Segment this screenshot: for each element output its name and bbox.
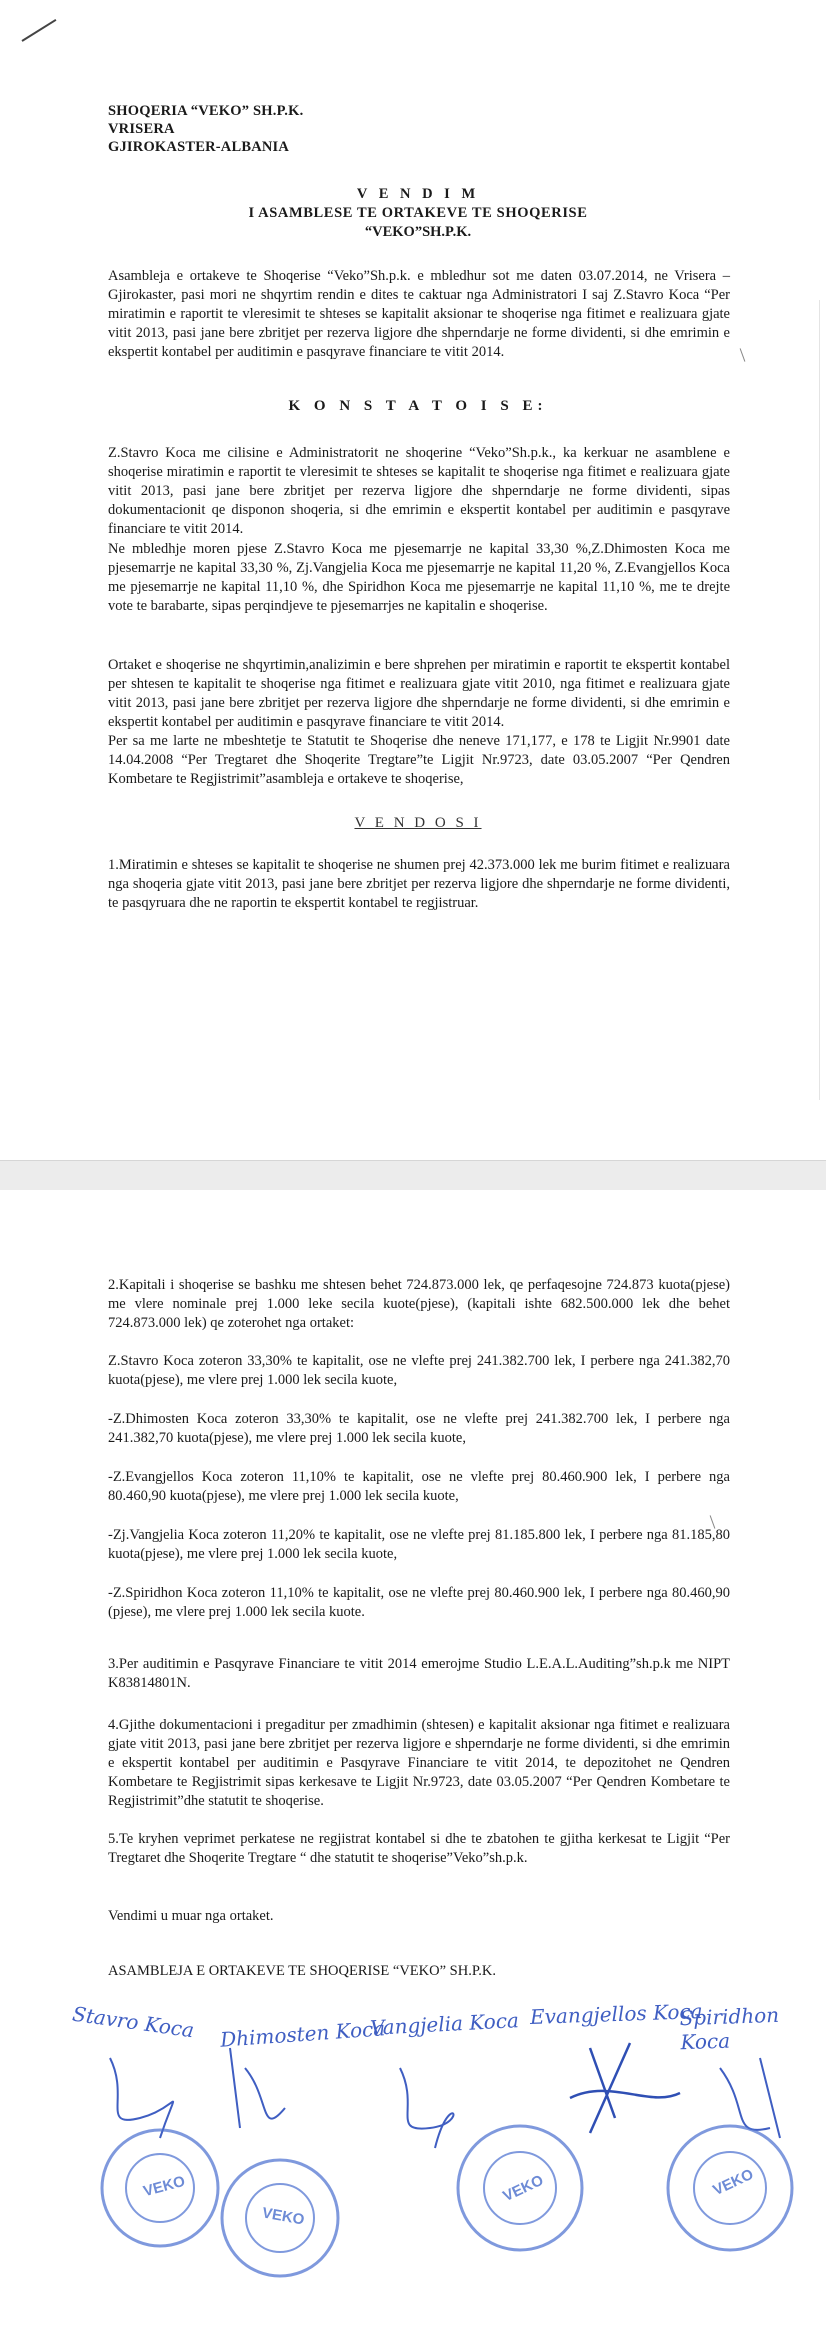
konstatoi-heading: K O N S T A T O I S E: (288, 398, 548, 414)
intro-paragraph: Asambleja e ortakeve te Shoqerise “Veko”Sh.p.k. e mbledhur sot me daten 03.07.2014, ne Vrisera – Gjirokaster, pasi mori ne shqyrtim rendin e dites te caktuar nga Administratori I saj Z.Stavro Koca “Per miratimin e raportit te vleresimit te shteses se kapitalit aksionar te shoqerise nga fitimet e realizuara gjate vitit 2013, pasi jane bere zbritjet per rezerva ligjore dhe shperndarje ne forme dividenti, si dhe emrimin e ekspertit kontabel per auditimin e pasqyrave financiare te vitit 2014. (108, 268, 730, 360)
owner-row: -Zj.Vangjelia Koca zoteron 11,20% te kapitalit, ose ne vlefte prej 81.185.800 lek, I perbere nga 81.185,80 kuota(pjese), me vlere prej 1.000 lek secila kuote, (108, 1527, 730, 1562)
owner-row: -Z.Dhimosten Koca zoteron 33,30% te kapitalit, ose ne vlefte prej 241.382.700 lek, I perbere nga 241.382,70 kuota(pjese), me vlere prej 1.000 lek secila kuote, (108, 1411, 730, 1446)
decision-title: V E N D I M (356, 186, 480, 202)
stamp-center-text: VEKO (710, 2165, 757, 2200)
stamp-center-text: VEKO (500, 2171, 547, 2206)
assembly-title: I ASAMBLESE TE ORTAKEVE TE SHOQERISE (248, 205, 588, 221)
signature-name: Evangjellos Koca (529, 1998, 703, 2030)
signatures-area (70, 1998, 810, 2328)
signature-name: Spiridhon Koca (679, 2002, 780, 2055)
company-stamps (70, 2088, 810, 2308)
company-name: SHOQERIA “VEKO” SH.P.K. (108, 103, 304, 119)
company-place: VRISERA (108, 121, 175, 137)
decision-item-2: 2.Kapitali i shoqerise se bashku me shtesen behet 724.873.000 lek, qe perfaqesojne 724.873 kuota(pjese) me vlere nominale prej 1.000 leke secila kuote(pjese), (kapitali ishte 682.500.000 lek dhe behet 724.873.000 lek) qe zoterohet nga ortaket: (108, 1277, 730, 1331)
signature-name: Dhimosten Koca (219, 2016, 386, 2052)
document-page-1 (0, 0, 826, 1160)
company-header (108, 102, 728, 156)
margin-tick (740, 348, 746, 361)
company-city: GJIROKASTER-ALBANIA (108, 139, 290, 155)
decision-item-4: 4.Gjithe dokumentacioni i pregaditur per zmadhimin (shtesen) e kapitalit aksionar nga fitimet e realizuara gjate vitit 2013, pasi jane bere zbritjet per rezerva ligjore e shperndarje ne forme dividenti, si dhe emrimin e ekspertit kontabel per auditimin e Pasqyrave Financiare te vitit 2014, te depozitohet ne Qendren Kombetare te Regjistrimit sipas kerkesave te Ligjit Nr.9723, date 03.05.2007 “Per Qendren Kombetare te Regjistrimit”dhe statutit te shoqerise. (108, 1717, 730, 1809)
konstatoi-paragraph-4: Per sa me larte ne mbeshtetje te Statutit te Shoqerise dhe neneve 171,177, e 178 te Ligjit Nr.9901 date 14.04.2008 “Per Tregtaret dhe Shoqerite Tregtare”te Ligjit Nr.9723, date 03.05.2007 “Per Qendren Kombetare te Regjistrimit”asambleja e ortakeve te shoqerise, (108, 733, 730, 787)
page-separator (0, 1160, 826, 1192)
konstatoi-paragraph-2: Ne mbledhje moren pjese Z.Stavro Koca me pjesemarrje ne kapital 33,30 %,Z.Dhimosten Koca me pjesemarrje ne kapital 33,30 %, Zj.Vangjelia Koca me pjesemarrje ne kapital 11,20 %, Z.Evangjellos Koca me pjesemarrje ne kapital 11,10 %, dhe Spiridhon Koca me pjesemarrje ne kapital 11,10 %, me te drejte vote te barabarte, sipas perqindjeve te pjesemarrjes ne kapitalin e shoqerise. (108, 541, 730, 614)
signature-name: Vangjelia Koca (369, 2008, 520, 2040)
company-title: “VEKO”SH.P.K. (364, 224, 472, 240)
stamp-center-text: VEKO (141, 2172, 187, 2201)
signature-name: Stavro Koca (70, 2001, 196, 2043)
decision-item-3: 3.Per auditimin e Pasqyrave Financiare te vitit 2014 emerojme Studio L.E.A.L.Auditing”sh.p.k me NIPT K83814801N. (108, 1656, 730, 1691)
owner-row: -Z.Spiridhon Koca zoteron 11,10% te kapitalit, ose ne vlefte prej 80.460.900 lek, I perbere nga 80.460,90 (pjese), me vlere prej 1.000 lek secila kuote. (108, 1585, 730, 1620)
konstatoi-paragraph-3: Ortaket e shoqerise ne shqyrtimin,analizimin e bere shprehen per miratimin e raportit te ekspertit kontabel per shtesen te kapitalit te shoqerise nga fitimet e realizuara gjate vitit 2010, nga fitimet e realizuara gjate vitit 2013, pasi jane bere zbritjet per rezerva ligjore dhe shperndarje ne forme dividenti, si dhe emrimin e ekspertit kontabel per auditimin e pasqyrave financiare te vitit 2014. (108, 657, 730, 730)
vendosi-heading: V E N D O S I (354, 815, 482, 831)
decision-item-1: 1.Miratimin e shteses se kapitalit te shoqerise ne shumen prej 42.373.000 lek me burim fitimet e realizuara nga shoqeria gjate vitit 2013, pasi jane bere zbritjet per rezerva ligjore dhe shperndarje ne forme dividenti, te pasqyruara dhe ne raportin te ekspertit kontabel te regjistruar. (108, 857, 730, 911)
owner-row: Z.Stavro Koca zoteron 33,30% te kapitalit, ose ne vlefte prej 241.382.700 lek, I perbere nga 241.382,70 kuota(pjese), me vlere prej 1.000 lek secila kuote, (108, 1353, 730, 1388)
decision-item-5: 5.Te kryhen veprimet perkatese ne regjistrat kontabel si dhe te zbatohen te gjitha kerkesat te Ligjit “Per Tregtaret dhe Shoqerite Tregtare “ dhe statutit te shoqerise”Veko”sh.p.k. (108, 1831, 730, 1866)
owner-row: -Z.Evangjellos Koca zoteron 11,10% te kapitalit, ose ne vlefte prej 80.460.900 lek, I perbere nga 80.460,90 kuota(pjese), me vlere prej 1.000 lek secila kuote, (108, 1469, 730, 1504)
konstatoi-paragraph-1: Z.Stavro Koca me cilisine e Administratorit ne shoqerine “Veko”Sh.p.k., ka kerkuar ne asamblene e shoqerise miratimin e raportit te vleresimit te shteses se kapitalit te shoqerise nga fitimet e realizuara gjate vitit 2013, pasi jane bere zbritjet per rezerva ligjore dhe shperndarje ne forme dividenti, sipas dokumentacionit qe disponon shoqeria, si dhe emrimin e ekspertit kontabel per auditimin e pasqyrave financiare te vitit 2014. (108, 445, 730, 537)
scan-edge (819, 300, 820, 1100)
assembly-signature-line: ASAMBLEJA E ORTAKEVE TE SHOQERISE “VEKO” SH.P.K. (108, 1963, 496, 1979)
pen-mark (21, 19, 56, 42)
closing-statement: Vendimi u muar nga ortaket. (108, 1908, 274, 1924)
stamp-center-text: VEKO (260, 2204, 306, 2229)
